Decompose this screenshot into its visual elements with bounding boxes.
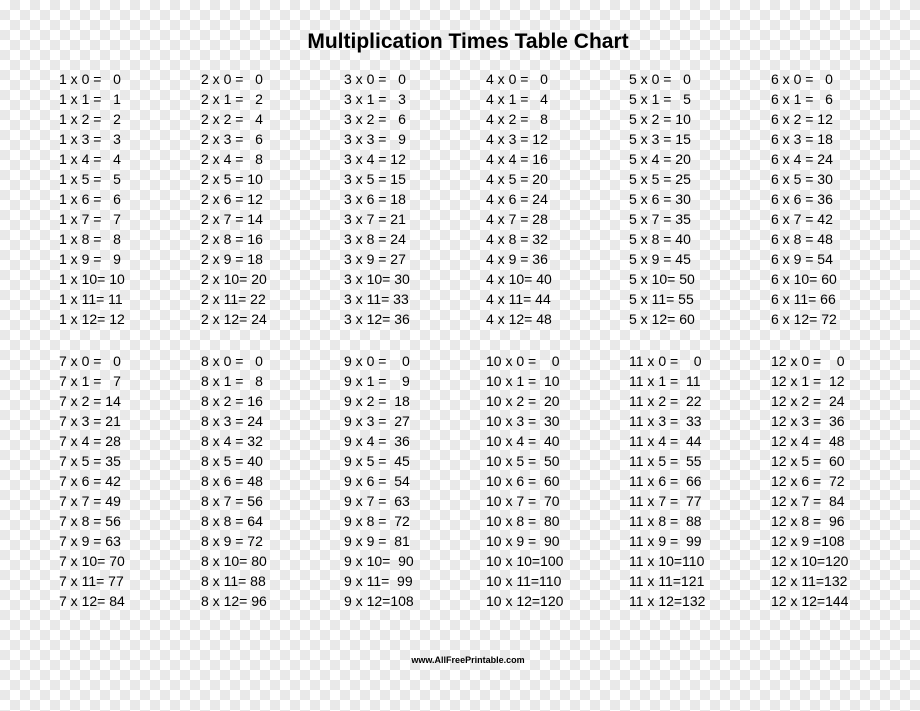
table-row: 11 x 11=121	[629, 573, 705, 589]
table-row: 10 x 12=120	[486, 593, 564, 609]
table-row: 10 x 8 = 80	[486, 513, 560, 529]
table-row: 7 x 9 = 63	[59, 533, 121, 549]
table-row: 12 x 4 = 48	[771, 433, 845, 449]
table-row: 8 x 7 = 56	[201, 493, 263, 509]
table-row: 11 x 10=110	[629, 553, 705, 569]
table-row: 12 x 11=132	[771, 573, 848, 589]
table-row: 10 x 2 = 20	[486, 393, 560, 409]
table-row: 1 x 0 = 0	[59, 71, 121, 87]
table-row: 12 x 2 = 24	[771, 393, 845, 409]
table-row: 3 x 5 = 15	[344, 171, 406, 187]
table-row: 4 x 8 = 32	[486, 231, 548, 247]
times-table-8	[201, 351, 321, 611]
table-row: 10 x 11=110	[486, 573, 562, 589]
table-row: 5 x 5 = 25	[629, 171, 691, 187]
table-row: 8 x 1 = 8	[201, 373, 263, 389]
table-row: 11 x 6 = 66	[629, 473, 702, 489]
website-credit: www.AllFreePrintable.com	[411, 655, 525, 665]
times-table-12	[771, 351, 891, 611]
table-row: 11 x 5 = 55	[629, 453, 702, 469]
table-row: 2 x 3 = 6	[201, 131, 263, 147]
table-row: 7 x 12= 84	[59, 593, 125, 609]
table-row: 8 x 9 = 72	[201, 533, 263, 549]
table-row: 7 x 3 = 21	[59, 413, 121, 429]
table-row: 3 x 2 = 6	[344, 111, 406, 127]
table-row: 5 x 12= 60	[629, 311, 695, 327]
table-row: 12 x 12=144	[771, 593, 849, 609]
table-row: 3 x 8 = 24	[344, 231, 406, 247]
table-row: 9 x 7 = 63	[344, 493, 410, 509]
table-row: 1 x 6 = 6	[59, 191, 121, 207]
table-row: 6 x 7 = 42	[771, 211, 833, 227]
table-row: 3 x 11= 33	[344, 291, 409, 307]
table-row: 1 x 8 = 8	[59, 231, 121, 247]
table-row: 4 x 3 = 12	[486, 131, 548, 147]
table-row: 3 x 12= 36	[344, 311, 410, 327]
table-row: 12 x 9 =108	[771, 533, 845, 549]
table-row: 2 x 11= 22	[201, 291, 266, 307]
table-row: 12 x 5 = 60	[771, 453, 845, 469]
table-row: 7 x 1 = 7	[59, 373, 121, 389]
table-row: 1 x 9 = 9	[59, 251, 121, 267]
tables-bottom-block	[0, 351, 920, 611]
table-row: 8 x 11= 88	[201, 573, 266, 589]
table-row: 7 x 2 = 14	[59, 393, 121, 409]
table-row: 4 x 9 = 36	[486, 251, 548, 267]
table-row: 5 x 6 = 30	[629, 191, 691, 207]
table-row: 2 x 8 = 16	[201, 231, 263, 247]
table-row: 2 x 5 = 10	[201, 171, 263, 187]
table-row: 5 x 8 = 40	[629, 231, 691, 247]
table-row: 9 x 12=108	[344, 593, 414, 609]
table-row: 1 x 7 = 7	[59, 211, 121, 227]
table-row: 11 x 7 = 77	[629, 493, 702, 509]
table-row: 1 x 12= 12	[59, 311, 125, 327]
table-row: 7 x 5 = 35	[59, 453, 121, 469]
times-table-6	[771, 69, 891, 329]
table-row: 4 x 12= 48	[486, 311, 552, 327]
table-row: 1 x 10= 10	[59, 271, 125, 287]
table-row: 1 x 1 = 1	[59, 91, 121, 107]
table-row: 7 x 0 = 0	[59, 353, 121, 369]
table-row: 6 x 6 = 36	[771, 191, 833, 207]
times-table-4	[486, 69, 606, 329]
table-row: 6 x 9 = 54	[771, 251, 833, 267]
table-row: 2 x 12= 24	[201, 311, 267, 327]
table-row: 11 x 8 = 88	[629, 513, 702, 529]
table-row: 2 x 4 = 8	[201, 151, 263, 167]
table-row: 3 x 6 = 18	[344, 191, 406, 207]
table-row: 2 x 7 = 14	[201, 211, 263, 227]
times-table-11	[629, 351, 749, 611]
table-row: 6 x 1 = 6	[771, 91, 833, 107]
table-row: 8 x 12= 96	[201, 593, 267, 609]
table-row: 2 x 1 = 2	[201, 91, 263, 107]
table-row: 1 x 11= 11	[59, 291, 123, 307]
table-row: 2 x 0 = 0	[201, 71, 263, 87]
table-row: 10 x 7 = 70	[486, 493, 560, 509]
table-row: 12 x 3 = 36	[771, 413, 845, 429]
table-row: 3 x 7 = 21	[344, 211, 406, 227]
table-row: 10 x 6 = 60	[486, 473, 560, 489]
table-row: 12 x 0 = 0	[771, 353, 845, 369]
table-row: 5 x 10= 50	[629, 271, 695, 287]
table-row: 8 x 2 = 16	[201, 393, 263, 409]
table-row: 4 x 5 = 20	[486, 171, 548, 187]
times-table-5	[629, 69, 749, 329]
table-row: 6 x 12= 72	[771, 311, 837, 327]
times-table-1	[59, 69, 179, 329]
table-row: 2 x 6 = 12	[201, 191, 263, 207]
table-row: 8 x 10= 80	[201, 553, 267, 569]
table-row: 4 x 6 = 24	[486, 191, 548, 207]
table-row: 9 x 2 = 18	[344, 393, 410, 409]
table-row: 9 x 3 = 27	[344, 413, 410, 429]
table-row: 4 x 1 = 4	[486, 91, 548, 107]
table-row: 5 x 1 = 5	[629, 91, 691, 107]
table-row: 6 x 5 = 30	[771, 171, 833, 187]
table-row: 9 x 8 = 72	[344, 513, 410, 529]
table-row: 3 x 10= 30	[344, 271, 410, 287]
table-row: 1 x 4 = 4	[59, 151, 121, 167]
table-row: 7 x 10= 70	[59, 553, 125, 569]
times-table-9	[344, 351, 464, 611]
times-table-2	[201, 69, 321, 329]
table-row: 10 x 10=100	[486, 553, 564, 569]
table-row: 8 x 3 = 24	[201, 413, 263, 429]
table-row: 9 x 4 = 36	[344, 433, 410, 449]
times-table-3	[344, 69, 464, 329]
table-row: 10 x 4 = 40	[486, 433, 560, 449]
table-row: 6 x 10= 60	[771, 271, 837, 287]
table-row: 6 x 3 = 18	[771, 131, 833, 147]
table-row: 8 x 8 = 64	[201, 513, 263, 529]
table-row: 5 x 4 = 20	[629, 151, 691, 167]
table-row: 11 x 9 = 99	[629, 533, 702, 549]
table-row: 12 x 6 = 72	[771, 473, 845, 489]
table-row: 6 x 2 = 12	[771, 111, 833, 127]
table-row: 6 x 8 = 48	[771, 231, 833, 247]
table-row: 5 x 11= 55	[629, 291, 694, 307]
table-row: 2 x 9 = 18	[201, 251, 263, 267]
table-row: 9 x 9 = 81	[344, 533, 410, 549]
table-row: 9 x 1 = 9	[344, 373, 410, 389]
table-row: 7 x 6 = 42	[59, 473, 121, 489]
table-row: 5 x 3 = 15	[629, 131, 691, 147]
times-table-10	[486, 351, 606, 611]
table-row: 6 x 4 = 24	[771, 151, 833, 167]
table-row: 4 x 10= 40	[486, 271, 552, 287]
table-row: 10 x 1 = 10	[486, 373, 560, 389]
table-row: 5 x 9 = 45	[629, 251, 691, 267]
table-row: 11 x 3 = 33	[629, 413, 702, 429]
table-row: 7 x 8 = 56	[59, 513, 121, 529]
table-row: 4 x 7 = 28	[486, 211, 548, 227]
table-row: 2 x 2 = 4	[201, 111, 263, 127]
table-row: 10 x 9 = 90	[486, 533, 560, 549]
table-row: 7 x 11= 77	[59, 573, 124, 589]
table-row: 7 x 7 = 49	[59, 493, 121, 509]
table-row: 5 x 2 = 10	[629, 111, 691, 127]
table-row: 3 x 4 = 12	[344, 151, 406, 167]
table-row: 1 x 5 = 5	[59, 171, 121, 187]
table-row: 8 x 4 = 32	[201, 433, 263, 449]
table-row: 11 x 0 = 0	[629, 353, 702, 369]
table-row: 2 x 10= 20	[201, 271, 267, 287]
table-row: 3 x 0 = 0	[344, 71, 406, 87]
page-title: Multiplication Times Table Chart	[307, 30, 629, 53]
table-row: 11 x 12=132	[629, 593, 706, 609]
table-row: 3 x 1 = 3	[344, 91, 406, 107]
table-row: 8 x 0 = 0	[201, 353, 263, 369]
table-row: 9 x 0 = 0	[344, 353, 410, 369]
table-row: 10 x 5 = 50	[486, 453, 560, 469]
table-row: 9 x 11= 99	[344, 573, 413, 589]
table-row: 12 x 7 = 84	[771, 493, 845, 509]
table-row: 5 x 7 = 35	[629, 211, 691, 227]
table-row: 12 x 10=120	[771, 553, 849, 569]
table-row: 6 x 0 = 0	[771, 71, 833, 87]
table-row: 3 x 3 = 9	[344, 131, 406, 147]
table-row: 7 x 4 = 28	[59, 433, 121, 449]
times-table-7	[59, 351, 179, 611]
table-row: 12 x 1 = 12	[771, 373, 845, 389]
table-row: 3 x 9 = 27	[344, 251, 406, 267]
table-row: 10 x 3 = 30	[486, 413, 560, 429]
table-row: 11 x 2 = 22	[629, 393, 702, 409]
table-row: 4 x 0 = 0	[486, 71, 548, 87]
table-row: 4 x 2 = 8	[486, 111, 548, 127]
table-row: 11 x 1 = 11	[629, 373, 701, 389]
tables-top-block	[0, 69, 920, 329]
table-row: 10 x 0 = 0	[486, 353, 560, 369]
table-row: 12 x 8 = 96	[771, 513, 845, 529]
table-row: 4 x 4 = 16	[486, 151, 548, 167]
table-row: 9 x 6 = 54	[344, 473, 410, 489]
table-row: 9 x 5 = 45	[344, 453, 410, 469]
table-row: 1 x 2 = 2	[59, 111, 121, 127]
table-row: 4 x 11= 44	[486, 291, 551, 307]
table-row: 8 x 5 = 40	[201, 453, 263, 469]
table-row: 1 x 3 = 3	[59, 131, 121, 147]
table-row: 8 x 6 = 48	[201, 473, 263, 489]
table-row: 5 x 0 = 0	[629, 71, 691, 87]
table-row: 9 x 10= 90	[344, 553, 414, 569]
table-row: 6 x 11= 66	[771, 291, 836, 307]
table-row: 11 x 4 = 44	[629, 433, 702, 449]
